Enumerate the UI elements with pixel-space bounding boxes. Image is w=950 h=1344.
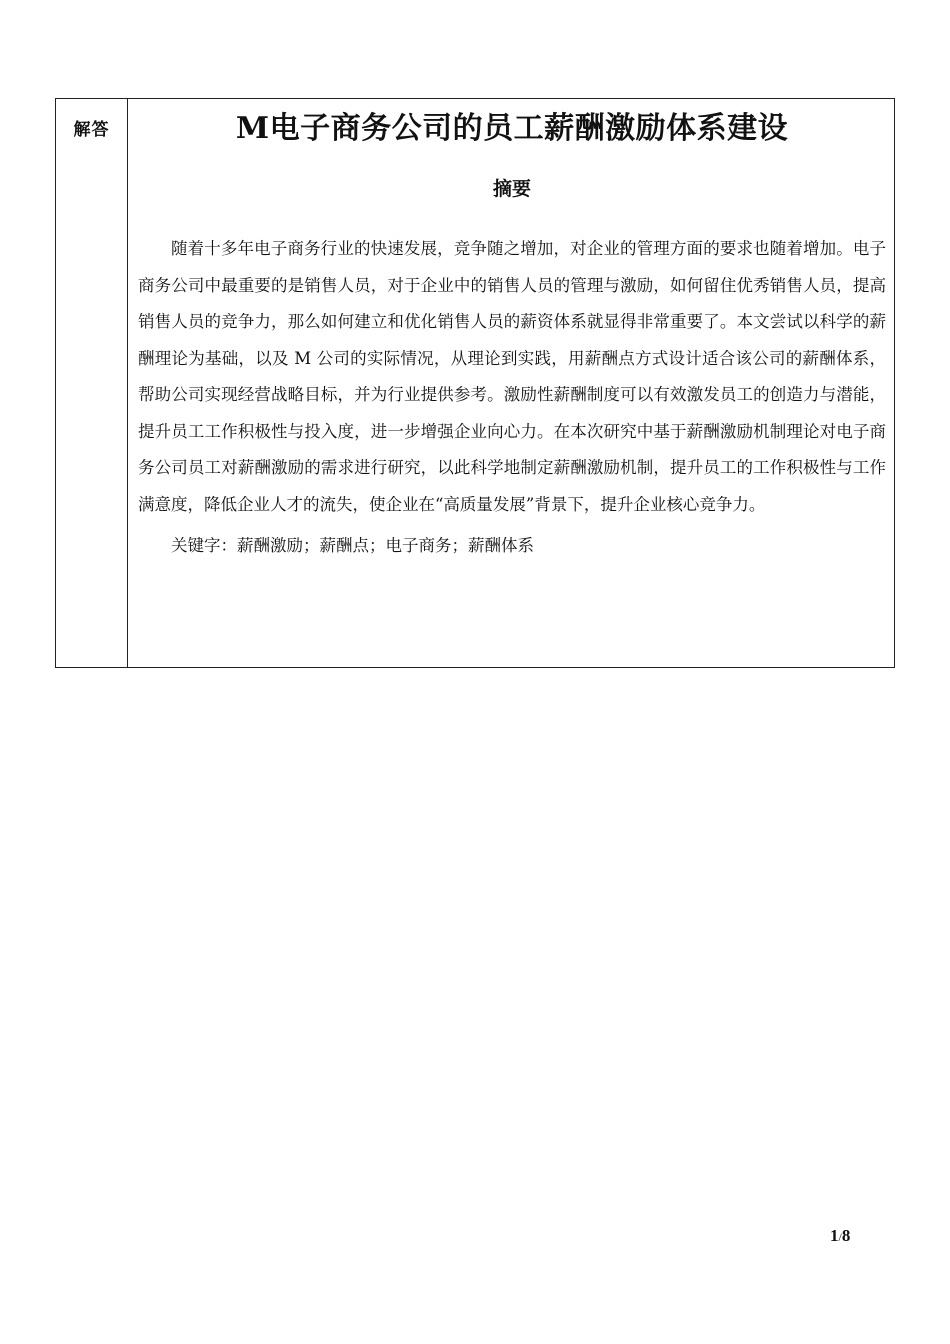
answer-label: 解答 — [56, 99, 128, 667]
keywords-line: 关键字：薪酬激励；薪酬点；电子商务；薪酬体系 — [171, 536, 534, 555]
document-title: M电子商务公司的员工薪酬激励体系建设 — [235, 111, 789, 146]
page-total: 8 — [841, 1226, 851, 1245]
abstract-body: 随着十多年电子商务行业的快速发展，竞争随之增加，对企业的管理方面的要求也随着增加。电子商务公司中最重要的是销售人员，对于企业中的销售人员的管理与激励，如何留住优秀销售人员，提高销售人员的竞争力，那么如何建立和优化销售人员的薪资体系就显得非常重要了。本文尝试以科学的薪酬理论为基础，以及 M 公司的实际情况，从理论到实践，用薪酬点方式设计适合该公司的薪酬体系，帮助公司实现经营战略目标，并为行业提供参考。激励性薪酬制度可以有效激发员工的创造力与潜能，提升员工工作积极性与投入度，进一步增强企业向心力。在本次研究中基于薪酬激励机制理论对电子商务公司员工对薪酬激励的需求进行研究，以此科学地制定薪酬激励机制，提升员工的工作积极性与工作满意度，降低企业人才的流失，使企业在“高质量发展”背景下，提升企业核心竞争力。 — [138, 239, 886, 514]
abstract-heading: 摘要 — [492, 178, 531, 200]
page-separator: / — [838, 1230, 842, 1244]
answer-content — [128, 99, 894, 667]
page-current: 1 — [830, 1226, 839, 1245]
page-number — [830, 1226, 850, 1246]
answer-table — [55, 98, 895, 668]
